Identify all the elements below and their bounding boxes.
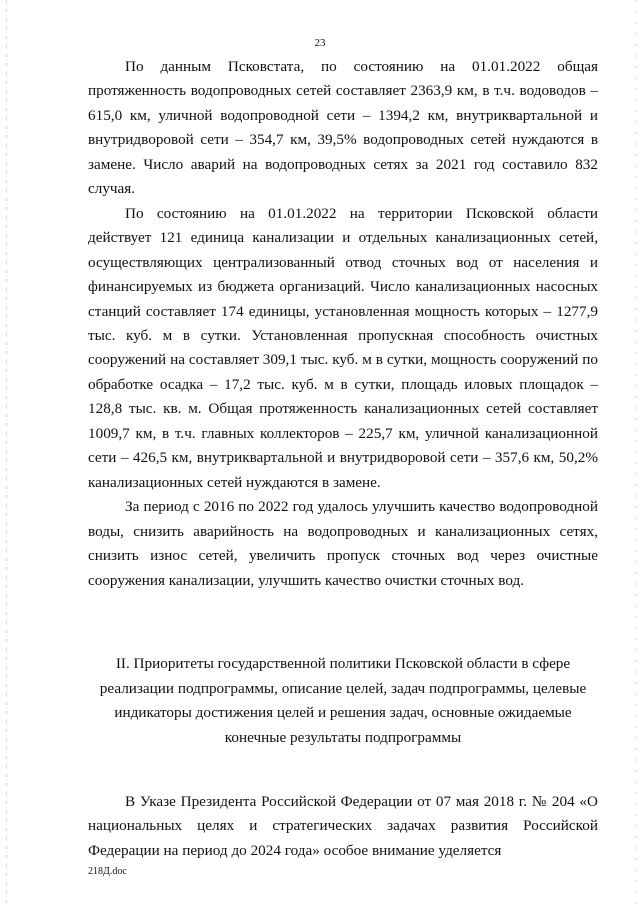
paragraph-presidential-decree: В Указе Президента Российской Федерации от 07 мая 2018 г. № 204 «О национальных целях и стратегических задачах развития Российской Федерации на период до 2024 года» особое внимание уделяется — [88, 793, 598, 859]
scan-edge-left — [6, 0, 7, 905]
paragraph-sewerage: По состоянию на 01.01.2022 на территории Псковской области действует 121 единица канализации и отдельных канализационных сетей, осуществляющих централизованный отвод сточных вод от населения и финансируемых из бюджета организаций. Число канализационных насосных станций составляет 174 единицы, установленная мощность которых – 1277,9 тыс. куб. м в сутки. Установленная пропускная способность очистных сооружений на составляет 309,1 тыс. куб. м в сутки, мощность сооружений по обработке осадка – 17,2 тыс. куб. м в сутки, площадь иловых площадок – 128,8 тыс. кв. м. Общая протяженность канализационных сетей составляет 1009,7 км, в т.ч. главных коллекторов – 225,7 км, уличной канализационной сети – 426,5 км, внутриквартальной и внутридворовой сети – 357,6 км, 50,2% канализационных сетей нуждаются в замене. — [88, 204, 598, 491]
section-heading: II. Приоритеты государственной политики Псковской области в сфере реализации подпрограммы, описание целей, задач подпрограммы, целевые индикаторы достижения целей и решения задач, основные ожидаемые конечные результаты подпрограммы — [99, 655, 587, 746]
body-text-after-heading — [88, 790, 598, 863]
page-number: 23 — [314, 37, 326, 49]
paragraph-water-supply: По данным Псковстата, по состоянию на 01.01.2022 общая протяженность водопроводных сетей составляет 2363,9 км, в т.ч. водоводов – 615,0 км, уличной водопроводной сети – 1394,2 км, внутриквартальной и внутридворовой сети – 354,7 км, 39,5% водопроводных сетей нуждаются в замене. Число аварий на водопроводных сетях за 2021 год составило 832 случая. — [88, 58, 598, 198]
body-text — [88, 55, 598, 593]
paragraph-results: За период с 2016 по 2022 год удалось улучшить качество водопроводной воды, снизить аварийность на водопроводных и канализационных сетях, снизить износ сетей, увеличить пропуск сточных вод через очистные сооружения канализации, улучшить качество очистки сточных вод. — [88, 498, 598, 589]
footer-filename: 218Д.doc — [88, 866, 127, 877]
scan-edge-right — [635, 0, 636, 905]
